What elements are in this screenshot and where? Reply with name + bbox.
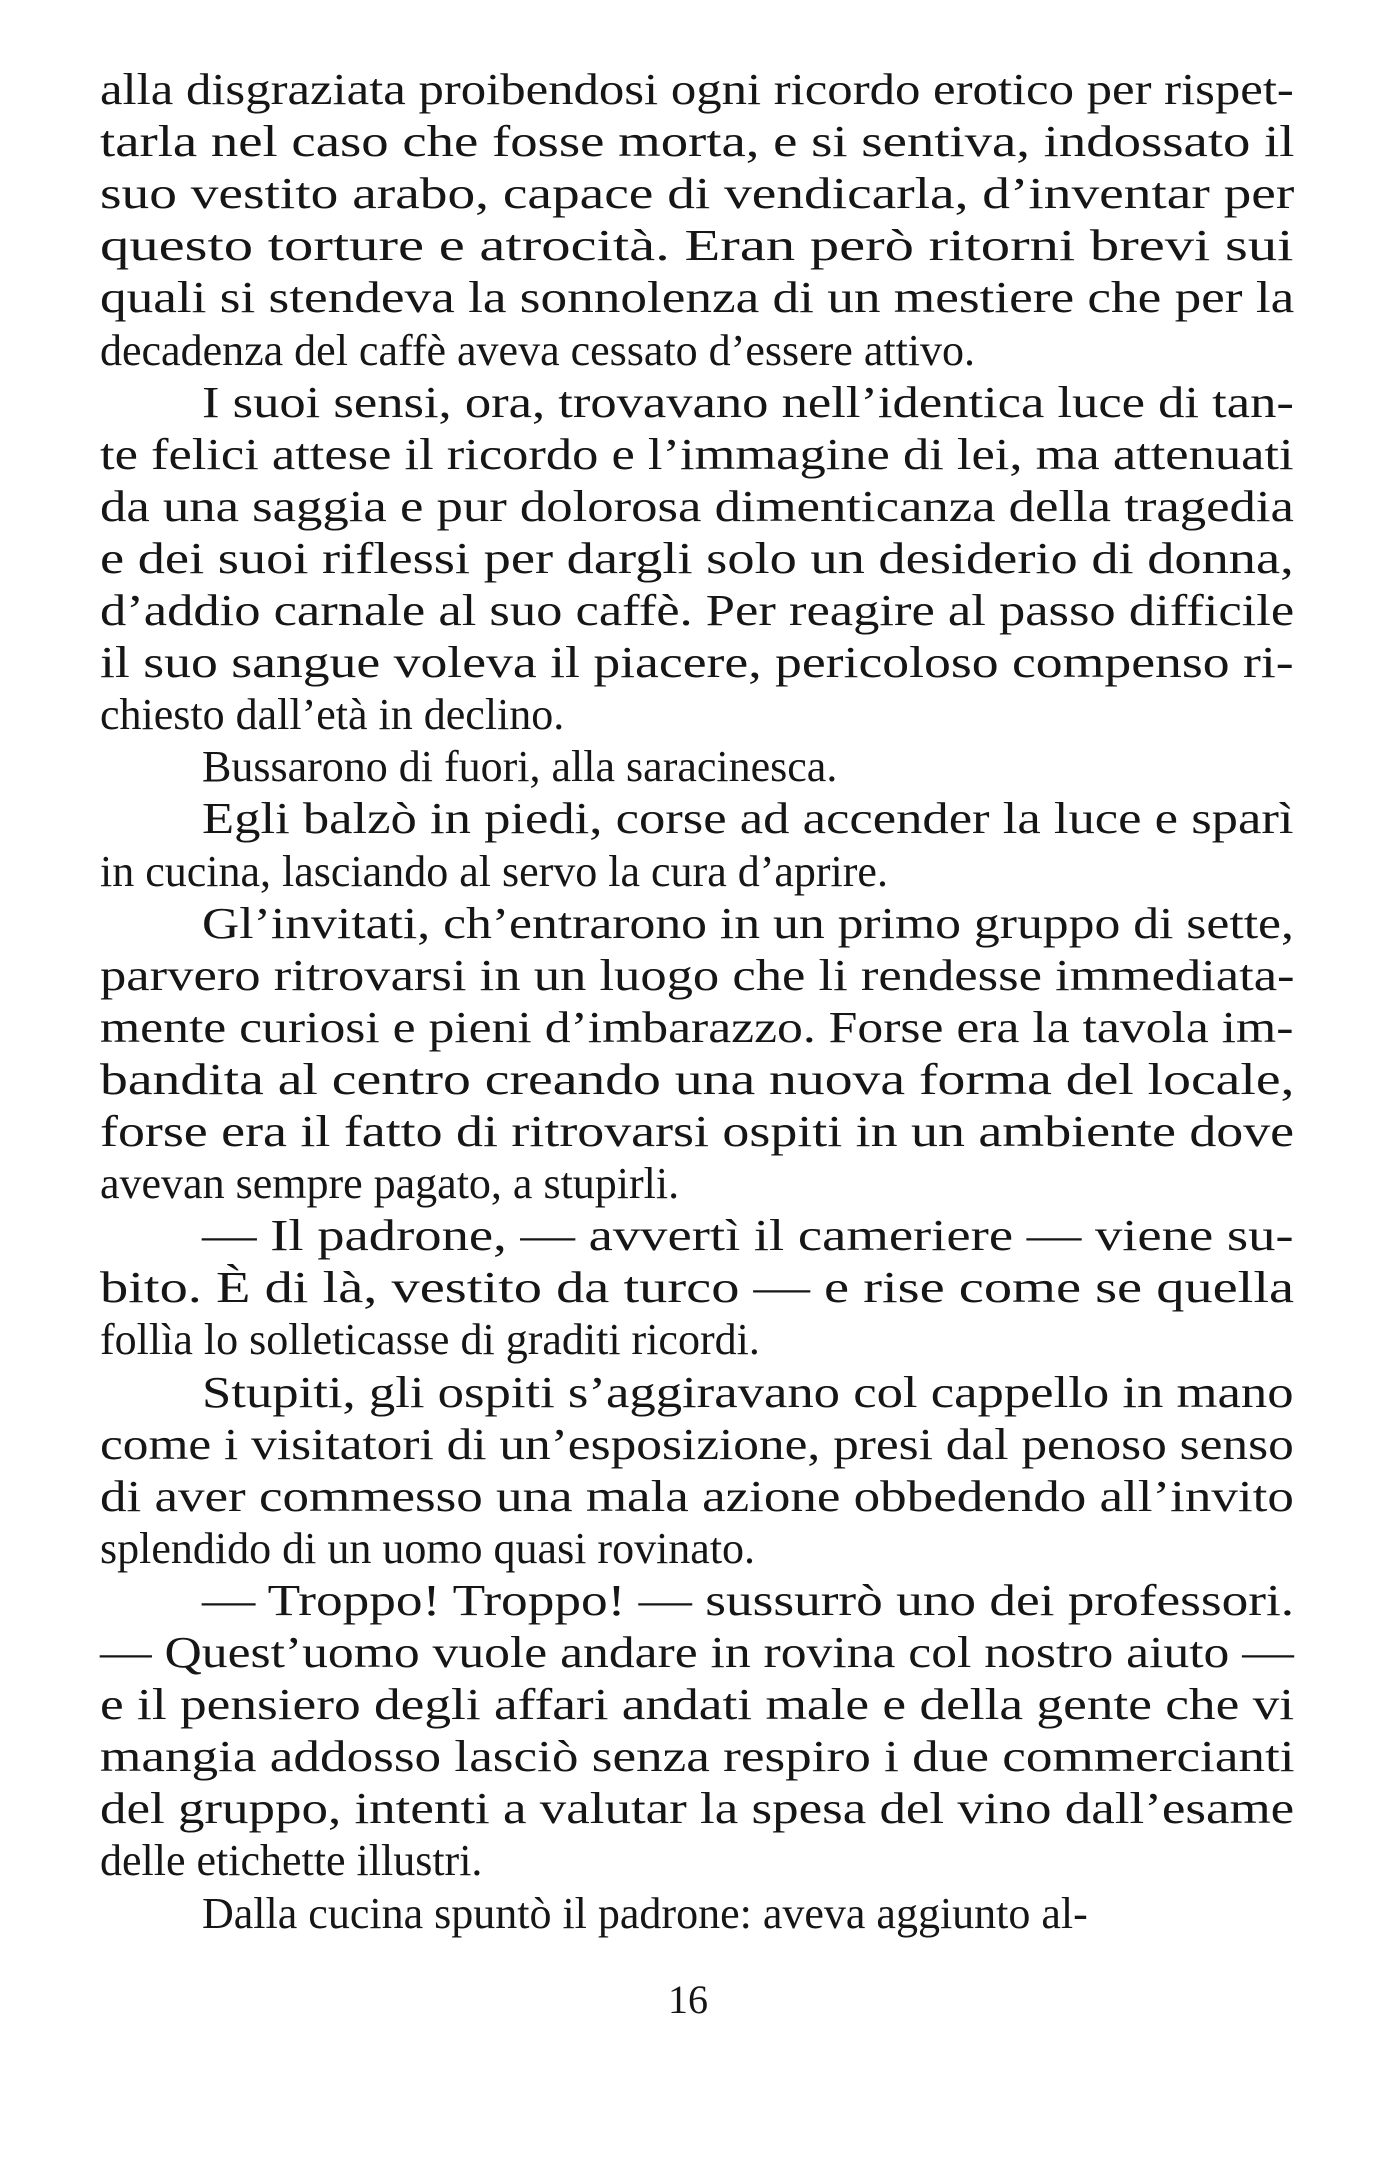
text-line: avevan sempre pagato, a stupirli.: [100, 1159, 680, 1208]
text-line: in cucina, lasciando al servo la cura d’aprire.: [100, 847, 888, 896]
text-line: tarla nel caso che fosse morta, e si sentiva, indossato il: [100, 117, 1295, 166]
text-line: — Troppo! Troppo! — sussurrò uno dei professori.: [202, 1576, 1295, 1625]
text-line: splendido di un uomo quasi rovinato.: [100, 1524, 756, 1573]
text-line: bandita al centro creando una nuova forma del locale,: [100, 1055, 1295, 1104]
page-number: 16: [668, 1977, 708, 2022]
text-line: bito. È di là, vestito da turco — e rise come se quella: [100, 1263, 1295, 1312]
text-line: quali si stendeva la sonnolenza di un mestiere che per la: [100, 273, 1295, 322]
text-line: forse era il fatto di ritrovarsi ospiti in un ambiente dove: [100, 1107, 1295, 1156]
text-line: te felici attese il ricordo e l’immagine di lei, ma attenuati: [100, 430, 1294, 479]
text-line: parvero ritrovarsi in un luogo che li rendesse immediata-: [100, 951, 1295, 1000]
text-line: di aver commesso una mala azione obbedendo all’invito: [100, 1472, 1294, 1521]
text-line: Dalla cucina spuntò il padrone: aveva aggiunto al-: [202, 1889, 1088, 1938]
text-line: mente curiosi e pieni d’imbarazzo. Forse era la tavola im-: [100, 1003, 1294, 1052]
text-line: d’addio carnale al suo caffè. Per reagire al passo difficile: [100, 586, 1295, 635]
text-line: il suo sangue voleva il piacere, pericoloso compenso ri-: [100, 638, 1294, 687]
text-line: e il pensiero degli affari andati male e della gente che vi: [100, 1680, 1295, 1729]
text-line: alla disgraziata proibendosi ogni ricordo erotico per rispet-: [100, 65, 1294, 114]
text-line: — Quest’uomo vuole andare in rovina col nostro aiuto —: [100, 1628, 1294, 1677]
text-line: del gruppo, intenti a valutar la spesa del vino dall’esame: [100, 1784, 1295, 1833]
text-line: chiesto dall’età in declino.: [100, 690, 565, 739]
text-line: decadenza del caffè aveva cessato d’essere attivo.: [100, 326, 976, 375]
text-line: I suoi sensi, ora, trovavano nell’identica luce di tan-: [202, 378, 1294, 427]
text-line: — Il padrone, — avvertì il cameriere — viene su-: [202, 1211, 1294, 1260]
text-line: come i visitatori di un’esposizione, presi dal penoso senso: [100, 1420, 1294, 1469]
text-line: e dei suoi riflessi per dargli solo un desiderio di donna,: [100, 534, 1294, 583]
text-line: Stupiti, gli ospiti s’aggiravano col cappello in mano: [202, 1368, 1294, 1417]
text-line: follìa lo solleticasse di graditi ricordi.: [100, 1315, 760, 1364]
text-line: Gl’invitati, ch’entrarono in un primo gruppo di sette,: [202, 899, 1294, 948]
text-line: questo torture e atrocità. Eran però ritorni brevi sui: [100, 221, 1294, 270]
text-line: Bussarono di fuori, alla saracinesca.: [202, 742, 838, 791]
text-line: Egli balzò in piedi, corse ad accender la luce e sparì: [202, 794, 1294, 843]
text-line: mangia addosso lasciò senza respiro i due commercianti: [100, 1732, 1295, 1781]
text-line: suo vestito arabo, capace di vendicarla, d’inventar per: [100, 169, 1295, 218]
text-line: delle etichette illustri.: [100, 1836, 483, 1885]
text-line: da una saggia e pur dolorosa dimenticanza della tragedia: [100, 482, 1294, 531]
